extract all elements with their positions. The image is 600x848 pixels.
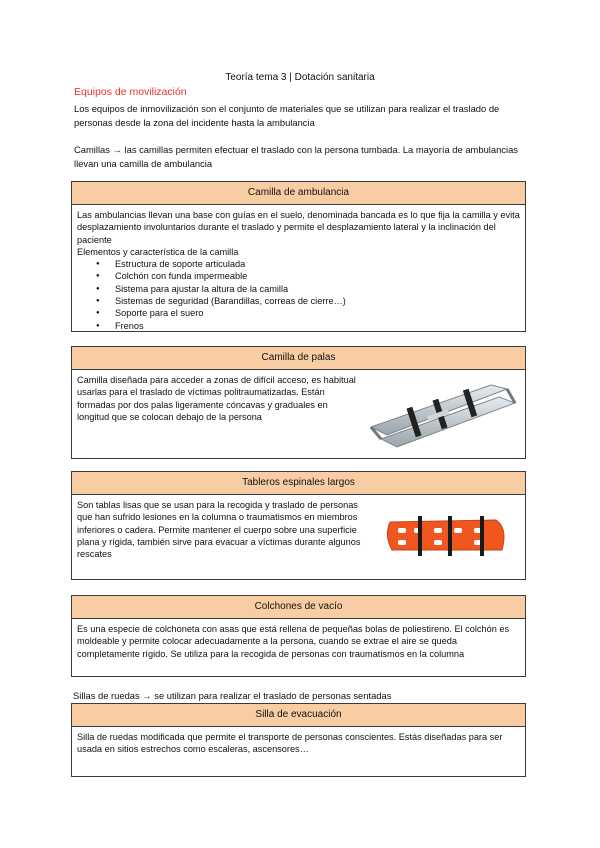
camilla-palas-box bbox=[71, 346, 526, 459]
list-item: ● Colchón con funda impermeable bbox=[115, 270, 520, 282]
camilla-elements-list bbox=[77, 258, 520, 332]
camilla-ambulancia-title: Camilla de ambulancia bbox=[72, 182, 525, 205]
colchones-text: Es una especie de colchoneta con asas que está rellena de pequeñas bolas de poliestireno. El colchón es moldeable y permite colocar adecuadamente a la persona, cuando se extrae el aire se queda completamente rígido. Se utiliza para la recogida de personas con traumatismos en la columna bbox=[77, 624, 510, 659]
list-item: ● Soporte para el suero bbox=[115, 307, 520, 319]
camilla-palas-title: Camilla de palas bbox=[72, 347, 525, 370]
camilla-ambulancia-box bbox=[71, 181, 526, 332]
camilla-palas-text: Camilla diseñada para acceder a zonas de difícil acceso, es habitual usarlas para el traslado de víctimas politraumatizadas. Están formadas por dos palas ligeramente cóncavas y graduales en longitud que se colocan debajo de la persona bbox=[77, 375, 356, 422]
silla-evacuacion-text: Silla de ruedas modificada que permite el transporte de personas conscientes. Estás diseñadas para ser usada en sitios estrechos como escaleras, ascensores… bbox=[77, 732, 503, 755]
scoop-stretcher-icon bbox=[367, 377, 519, 451]
document-title: Teoría tema 3 | Dotación sanitaria bbox=[225, 72, 375, 83]
spine-board-image bbox=[384, 516, 510, 556]
intro-paragraph: Los equipos de inmovilización son el conjunto de materiales que se utilizan para realizar el traslado de personas desde la zona del incidente hasta la ambulancia bbox=[74, 103, 500, 128]
section-heading: Equipos de movilización bbox=[74, 86, 187, 98]
list-item: ● Estructura de soporte articulada bbox=[115, 258, 520, 270]
list-item: ● Sistema para ajustar la altura de la camilla bbox=[115, 283, 520, 295]
camilla-ambulancia-text: Las ambulancias llevan una base con guías en el suelo, denominada bancada es lo que fija la camilla y evita desplazamiento involuntarios durante el traslado y permite el desplazamiento lateral y la inclinación del paciente bbox=[77, 210, 520, 245]
tableros-box bbox=[71, 471, 526, 580]
tableros-title: Tableros espinales largos bbox=[72, 472, 525, 495]
colchones-box bbox=[71, 595, 526, 677]
colchones-title: Colchones de vacío bbox=[72, 596, 525, 619]
camillas-paragraph: Camillas → las camillas permiten efectuar el traslado con la persona tumbada. La mayoría de ambulancias llevan una camilla de ambulancia bbox=[74, 144, 518, 169]
camilla-elements-subheading: Elementos y característica de la camilla bbox=[77, 246, 239, 257]
spine-board-icon bbox=[384, 516, 510, 556]
list-item: ● Sistemas de seguridad (Barandillas, correas de cierre…) bbox=[115, 295, 520, 307]
tableros-text: Son tablas lisas que se usan para la recogida y traslado de personas que han sufrido lesiones en la columna o traumatismos en miembros inferiores o cadera. Permite mantener el cuerpo sobre una superficie plana y rígida, también sirve para evacuar a víctimas durante algunos rescates bbox=[77, 500, 361, 560]
scoop-stretcher-image bbox=[367, 377, 519, 451]
sillas-paragraph: Sillas de ruedas → se utilizan para realizar el traslado de personas sentadas bbox=[73, 690, 392, 701]
list-item: ● Frenos bbox=[115, 320, 520, 332]
silla-evacuacion-title: Silla de evacuación bbox=[72, 704, 525, 727]
silla-evacuacion-box bbox=[71, 703, 526, 777]
